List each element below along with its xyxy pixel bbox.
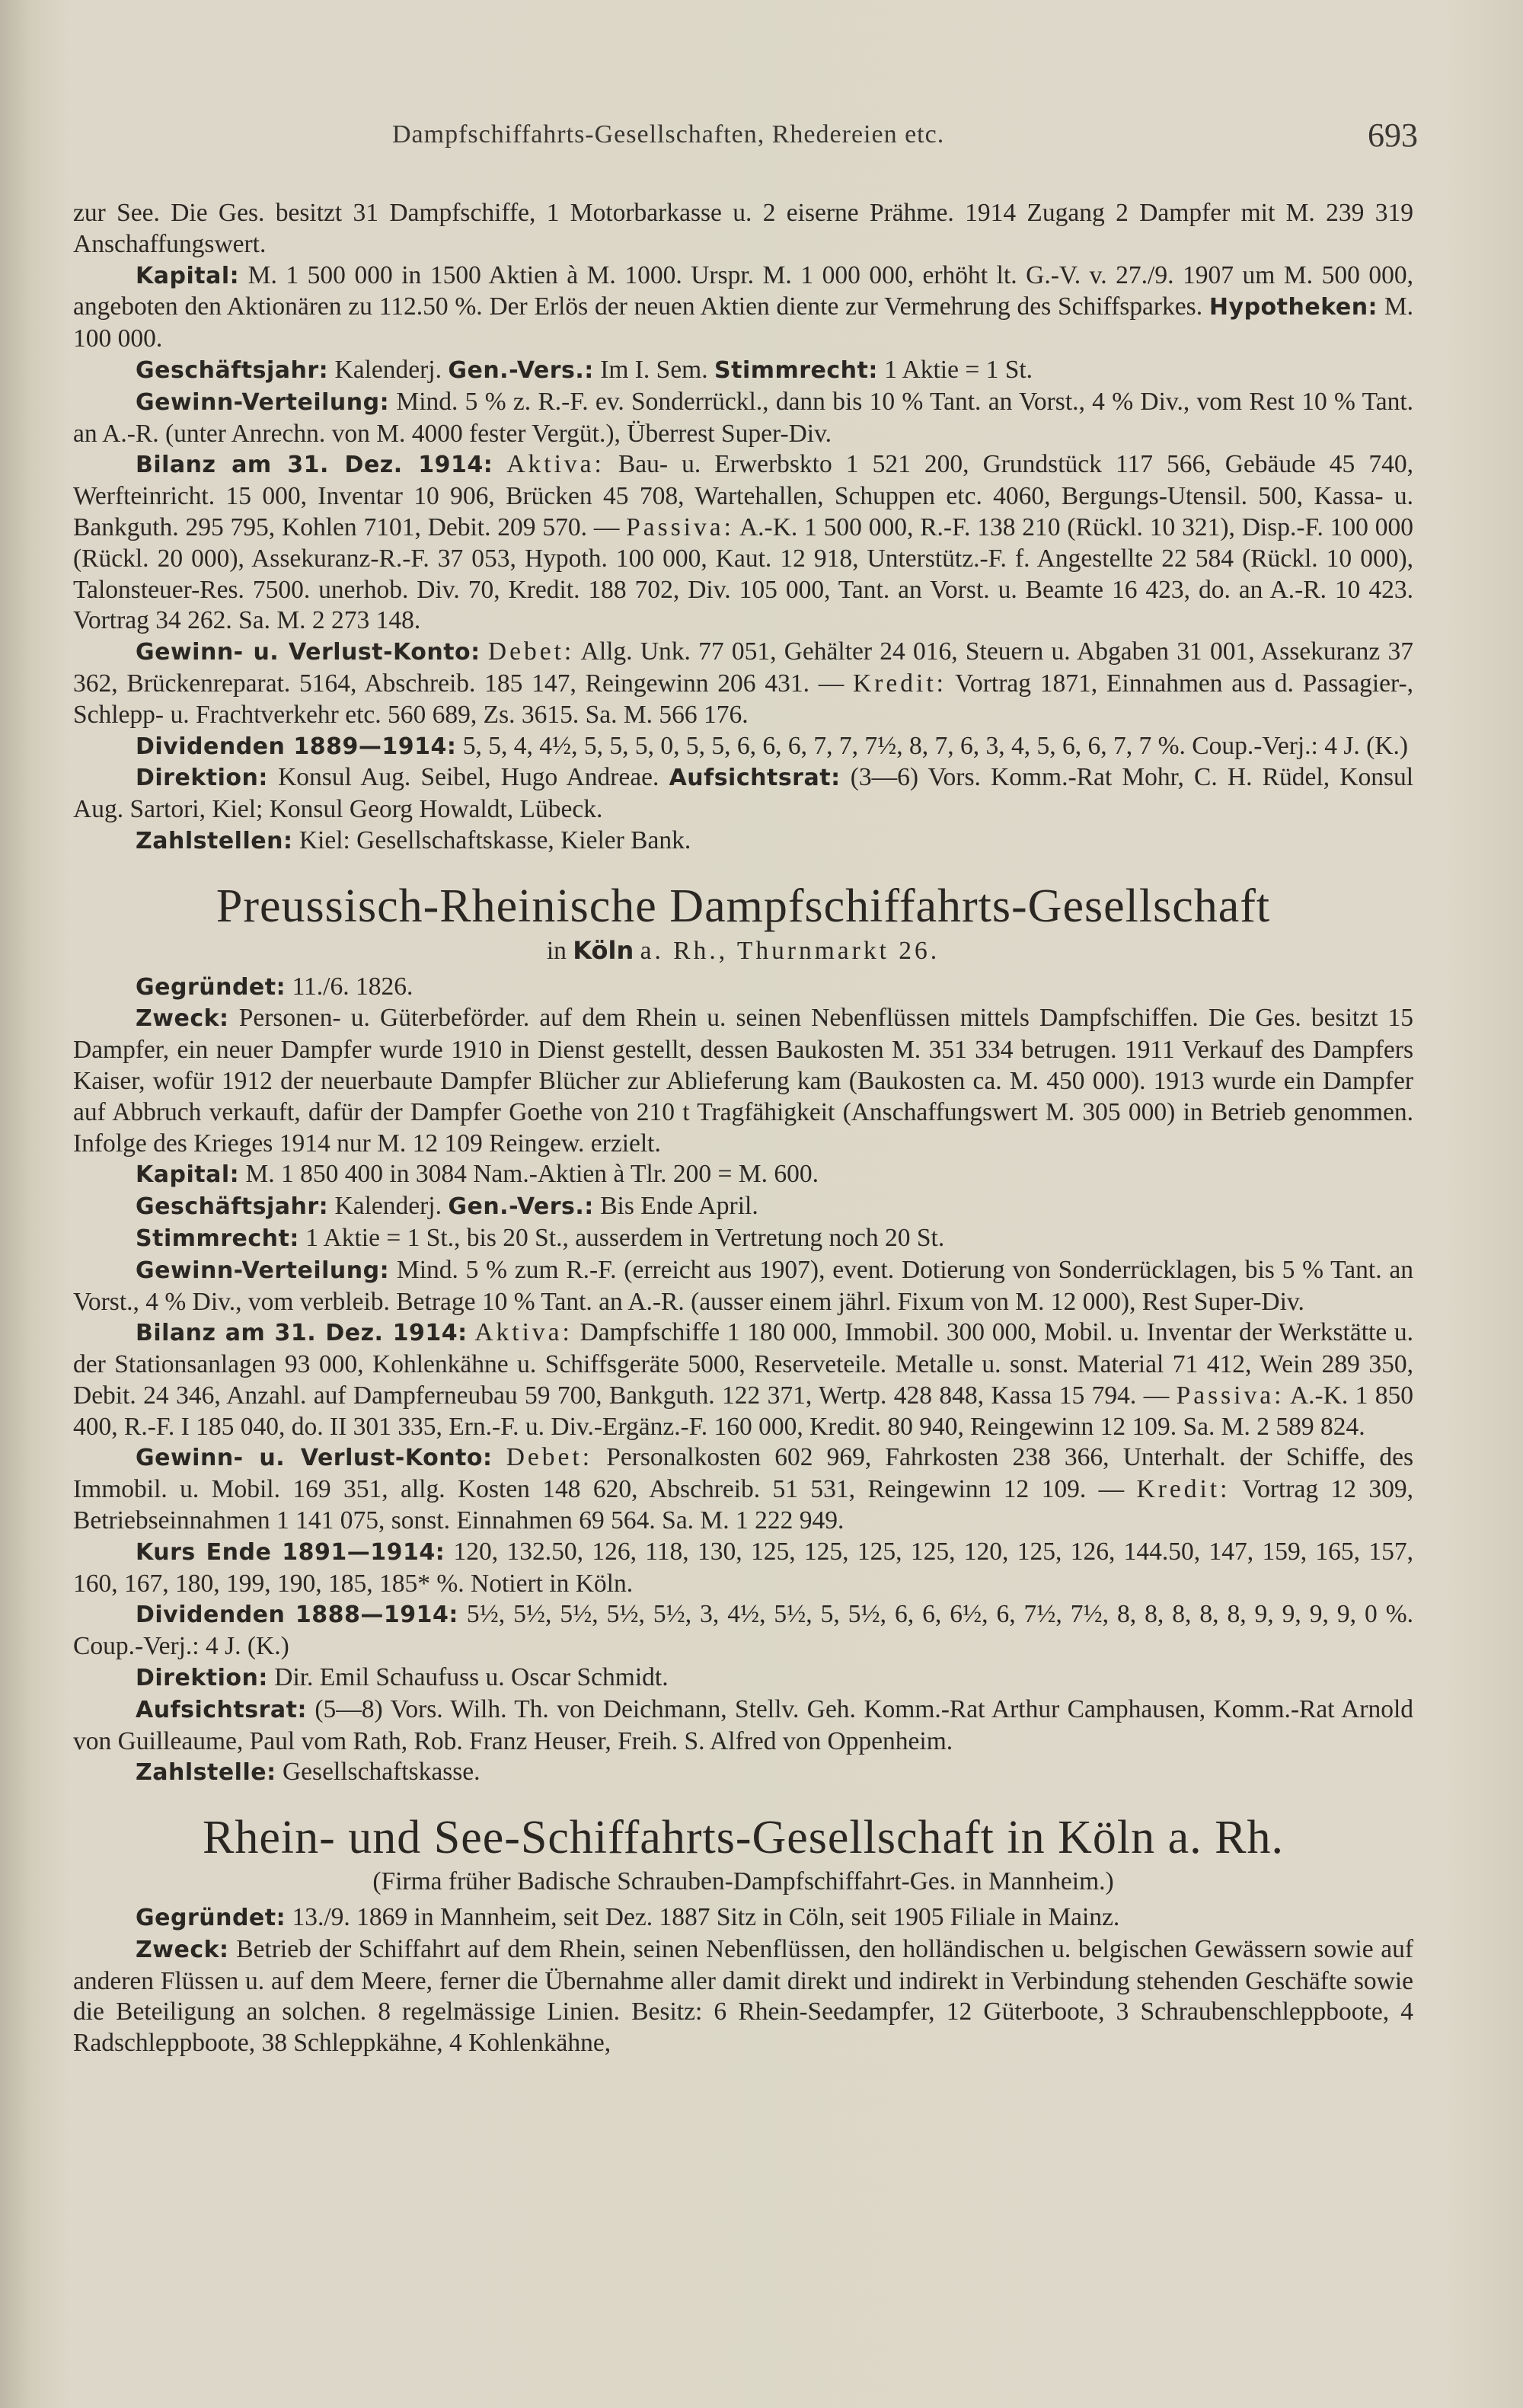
intro-paragraph: [73, 198, 1413, 260]
location-prefix: in: [546, 936, 567, 965]
kredit-word: Kredit:: [853, 669, 947, 698]
hypotheken-text: M. 100 000.: [73, 292, 1414, 353]
s2-geschaeftsjahr-label: Geschäftsjahr:: [136, 1193, 329, 1221]
s2-zahlstelle-text: Gesellschaftskasse.: [282, 1758, 481, 1787]
s2-zahlstelle-label: Zahlstelle:: [136, 1759, 276, 1787]
direktion-paragraph: [73, 762, 1413, 826]
passiva-word: Passiva:: [626, 513, 734, 541]
s3-subtitle: (Firma früher Badische Schrauben-Dampfschiffahrt-Ges. in Mannheim.): [372, 1867, 1114, 1896]
s2-zweck-text: Personen- u. Güterbeförder. auf dem Rhein u. seinen Nebenflüssen mittels Dampfschiffen. Die Ges. besitzt 15 Dampfer, ein neuer Dampfer wurde 1910 in Dienst gestellt, dessen Baukosten M. 351 334 betrugen. 1911 Verkauf des Dampfers Kaiser, wofür 1912 der neuerbaute Dampfer Blücher zur Ablieferung kam (Baukosten ca. M. 450 000). 1913 wurde ein Dampfer auf Abbruch verkauft, dafür der Dampfer Goethe von 210 t Tragfähigkeit (Anschaffungswert M. 305 000) in Betrieb genommen. Infolge des Krieges 1914 nur M. 12 109 Reingew. erzielt.: [73, 1004, 1413, 1158]
s2-kapital-text: M. 1 850 400 in 3084 Nam.-Aktien à Tlr. 200 = M. 600.: [245, 1160, 819, 1189]
guv-paragraph: [73, 637, 1413, 730]
s2-direktion-paragraph: [73, 1662, 1413, 1694]
s2-zweck-label: Zweck:: [136, 1005, 229, 1033]
s2-bilanz-label: Bilanz am 31. Dez. 1914:: [136, 1320, 468, 1347]
dividenden-text: 5, 5, 4, 4½, 5, 5, 5, 0, 5, 5, 6, 6, 6, 7, 7, 7½, 8, 7, 6, 3, 4, 5, 6, 6, 7, 7 %. Coup.-Verj.: 4 J. (K.): [462, 731, 1409, 760]
page-number: 693: [1368, 117, 1418, 154]
s3-zweck-text: Betrieb der Schiffahrt auf dem Rhein, seinen Nebenflüssen, den holländischen u. belgischen Gewässern sowie auf anderen Flüssen u. auf dem Meere, ferner die Übernahme aller damit direkt und indirekt in Verbindung stehenden Geschäfte sowie die Beteiligung an solchen. 8 regelmässige Linien. Besitz: 6 Rhein-Seedampfer, 12 Güterboote, 3 Schraubenschleppboote, 4 Radschleppboote, 38 Schleppkähne, 4 Kohlenkähne,: [73, 1934, 1414, 2058]
s2-passiva-text: A.-K. 1 850 400, R.-F. I 185 040, do. II 301 335, Ern.-F. u. Div.-Ergänz.-F. 160 000, Kredit. 80 940, Reingewinn 12 109. Sa. M. 2 589 824.: [73, 1381, 1414, 1441]
s2-stimmrecht-paragraph: [73, 1223, 1413, 1255]
s3-gegruendet-paragraph: [73, 1902, 1413, 1934]
aktiva-word: Aktiva:: [506, 450, 605, 479]
s2-kurs-label: Kurs Ende 1891—1914:: [136, 1538, 445, 1566]
kapital-paragraph: [73, 260, 1413, 355]
gewinn-paragraph: [73, 387, 1413, 450]
s2-gegruendet-text: 11./6. 1826.: [292, 972, 413, 1001]
s2-kapital-paragraph: [73, 1159, 1413, 1191]
location-suffix: a. Rh., Thurnmarkt 26.: [640, 936, 940, 965]
s2-kapital-label: Kapital:: [136, 1161, 240, 1189]
gewinn-label: Gewinn-Verteilung:: [136, 388, 390, 416]
running-head: Dampfschiffahrts-Gesellschaften, Rhedereien etc.: [392, 120, 945, 149]
s2-aktiva-word: Aktiva:: [474, 1318, 573, 1347]
s3-gegruendet-text: 13./9. 1869 in Mannheim, seit Dez. 1887 Sitz in Cöln, seit 1905 Filiale in Mainz.: [292, 1903, 1120, 1932]
s2-kredit-text: Vortrag 12 309, Betriebseinnahmen 1 141 075, sonst. Einnahmen 69 564. Sa. M. 1 222 949.: [73, 1475, 1413, 1535]
s2-aufsichtsrat-paragraph: [73, 1694, 1413, 1758]
debet-text: Allg. Unk. 77 051, Gehälter 24 016, Steuern u. Abgaben 31 001, Assekuranz 37 362, Brückenreparat. 5164, Abschreib. 185 147, Reingewinn 206 431. —: [73, 637, 1414, 698]
s2-guv-paragraph: [73, 1442, 1413, 1536]
kapital-text: M. 1 500 000 in 1500 Aktien à M. 1000. Urspr. M. 1 000 000, erhöht lt. G.-V. v. 27./9. 1907 um M. 500 000, angeboten den Aktionären zu 112.50 %. Der Erlös der neuen Aktien diente zur Vermehrung des Schiffsparkes.: [73, 260, 1414, 321]
s2-kredit-word: Kredit:: [1136, 1475, 1231, 1504]
s2-zweck-paragraph: [73, 1003, 1413, 1159]
s2-kurs-paragraph: [73, 1537, 1413, 1600]
s2-genvers-label: Gen.-Vers.:: [448, 1193, 594, 1221]
s2-kurs-text: 120, 132.50, 126, 118, 130, 125, 125, 125, 125, 120, 125, 126, 144.50, 147, 159, 165, 157, 160, 167, 180, 199, 190, 185, 185* %. Notiert in Köln.: [73, 1537, 1414, 1598]
s2-dividenden-label: Dividenden 1888—1914:: [136, 1602, 458, 1629]
dividenden-label: Dividenden 1889—1914:: [136, 733, 457, 760]
s2-debet-text: Personalkosten 602 969, Fahrkosten 238 366, Unterhalt. der Schiffe, des Immobil. u. Mobil. 169 351, allg. Kosten 148 620, Abschreib. 51 531, Reingewinn 12 109. —: [73, 1443, 1414, 1504]
geschaeftsjahr-text: Kalenderj.: [334, 355, 442, 384]
direktion-text: Konsul Aug. Seibel, Hugo Andreae.: [278, 763, 659, 792]
aufsichtsrat-label: Aufsichtsrat:: [669, 765, 841, 792]
stimmrecht-label: Stimmrecht:: [714, 356, 878, 384]
s2-guv-label: Gewinn- u. Verlust-Konto:: [136, 1445, 493, 1472]
s3-gegruendet-label: Gegründet:: [136, 1905, 286, 1932]
section-title-rhein-und-see: Rhein- und See-Schiffahrts-Gesellschaft in Köln a. Rh.: [203, 1812, 1284, 1864]
s2-dividenden-text: 5½, 5½, 5½, 5½, 5½, 3, 4½, 5½, 5, 5½, 6, 6, 6½, 6, 7½, 7½, 8, 8, 8, 8, 8, 9, 9, 9, 9, 0 %. Coup.-Verj.: 4 J. (K.): [73, 1600, 1414, 1661]
s2-gewinn-label: Gewinn-Verteilung:: [136, 1257, 390, 1284]
guv-label: Gewinn- u. Verlust-Konto:: [136, 639, 481, 666]
s3-zweck-label: Zweck:: [136, 1936, 229, 1963]
bilanz-paragraph: [73, 449, 1413, 637]
kapital-label: Kapital:: [136, 262, 240, 289]
zahlstellen-paragraph: [73, 826, 1413, 857]
s2-gegruendet-label: Gegründet:: [136, 973, 286, 1001]
geschaeftsjahr-paragraph: [73, 355, 1413, 387]
s2-direktion-text: Dir. Emil Schaufuss u. Oscar Schmidt.: [274, 1663, 669, 1692]
s2-aufsichtsrat-label: Aufsichtsrat:: [136, 1696, 307, 1723]
s2-dividenden-paragraph: [73, 1599, 1413, 1662]
aktiva-text: Bau- u. Erwerbskto 1 521 200, Grundstück 117 566, Gebäude 45 740, Werfteinricht. 15 000, Inventar 10 906, Brücken 45 708, Wartehallen, Schuppen etc. 4060, Bergungs-Utensil. 500, Kassa- u. Bankguth. 295 795, Kohlen 7101, Debit. 209 570. —: [73, 450, 1413, 541]
genvers-text: Im I. Sem.: [600, 355, 708, 384]
s3-zweck-paragraph: [73, 1934, 1413, 2059]
s2-genvers-text: Bis Ende April.: [600, 1192, 758, 1221]
s2-direktion-label: Direktion:: [136, 1665, 268, 1692]
dividenden-paragraph: [73, 731, 1413, 763]
page-body: [73, 198, 1413, 2059]
s2-passiva-word: Passiva:: [1176, 1381, 1285, 1410]
passiva-text: A.-K. 1 500 000, R.-F. 138 210 (Rückl. 10 321), Disp.-F. 100 000 (Rückl. 20 000), Assekuranz-R.-F. 37 053, Hypoth. 100 000, Kaut. 12 918, Unterstütz.-F. f. Angestellte 22 584 (Rückl. 10 000), Talonsteuer-Res. 7500. unerhob. Div. 70, Kredit. 188 702, Div. 105 000, Tant. an Vorst. u. Beamte 16 423, do. an A.-R. 10 423. Vortrag 34 262. Sa. M. 2 273 148.: [73, 513, 1414, 635]
kredit-text: Vortrag 1871, Einnahmen aus d. Passagier-, Schlepp- u. Frachtverkehr etc. 560 689, Zs. 3615. Sa. M. 566 176.: [73, 669, 1414, 729]
s2-geschaeftsjahr-text: Kalenderj.: [334, 1192, 442, 1221]
location-city: Köln: [573, 935, 634, 965]
s2-aufsichtsrat-text: (5—8) Vors. Wilh. Th. von Deichmann, Stellv. Geh. Komm.-Rat Arthur Camphausen, Komm.-Rat Arnold von Guilleaume, Paul vom Rath, Rob. Franz Heuser, Freih. S. Alfred von Oppenheim.: [73, 1694, 1413, 1755]
s2-bilanz-paragraph: [73, 1317, 1413, 1442]
debet-word: Debet:: [487, 637, 575, 666]
s2-stimmrecht-text: 1 Aktie = 1 St., bis 20 St., ausserdem in Vertretung noch 20 St.: [305, 1223, 945, 1252]
stimmrecht-text: 1 Aktie = 1 St.: [884, 355, 1033, 384]
s2-gewinn-text: Mind. 5 % zum R.-F. (erreicht aus 1907), event. Dotierung von Sonderrücklagen, bis 5 % Tant. an Vorst., 4 % Div., vom verbleib. Betrage 10 % Tant. an A.-R. (ausser einem jährl. Fixum von M. 12 000), Rest Super-Div.: [73, 1255, 1413, 1316]
gewinn-text: Mind. 5 % z. R.-F. ev. Sonderrückl., dann bis 10 % Tant. an Vorst., 4 % Div., vom Rest 10 % Tant. an A.-R. (unter Anrechn. von M. 4000 fester Vergüt.), Überrest Super-Div.: [73, 387, 1413, 448]
direktion-label: Direktion:: [136, 765, 268, 792]
s2-debet-word: Debet:: [506, 1443, 593, 1472]
bilanz-label: Bilanz am 31. Dez. 1914:: [136, 452, 493, 479]
aufsichtsrat-text: (3—6) Vors. Komm.-Rat Mohr, C. H. Rüdel, Konsul Aug. Sartori, Kiel; Konsul Georg Howaldt, Lübeck.: [73, 763, 1414, 824]
page-header: [0, 107, 1523, 152]
s2-gewinn-paragraph: [73, 1255, 1413, 1318]
zahlstellen-label: Zahlstellen:: [136, 827, 293, 854]
genvers-label: Gen.-Vers.:: [448, 356, 594, 384]
section-title-preussisch-rheinische: Preussisch-Rheinische Dampfschiffahrts-Gesellschaft: [216, 880, 1271, 932]
s2-zahlstelle-paragraph: [73, 1757, 1413, 1789]
hypotheken-label: Hypotheken:: [1209, 294, 1378, 321]
section2-location: [73, 935, 1413, 967]
s2-aktiva-text: Dampfschiffe 1 180 000, Immobil. 300 000, Mobil. u. Inventar der Werkstätte u. der Stationsanlagen 93 000, Kohlenkähne u. Schiffsgeräte 5000, Reserveteile. Metalle u. sonst. Material 71 412, Wein 289 350, Debit. 24 346, Anzahl. auf Dampferneubau 59 700, Bankguth. 122 371, Wertp. 428 848, Kassa 15 794. —: [73, 1318, 1414, 1410]
s2-stimmrecht-label: Stimmrecht:: [136, 1225, 299, 1252]
s2-geschaeftsjahr-paragraph: [73, 1191, 1413, 1223]
geschaeftsjahr-label: Geschäftsjahr:: [136, 356, 329, 384]
intro-text: zur See. Die Ges. besitzt 31 Dampfschiffe, 1 Motorbarkasse u. 2 eiserne Prähme. 1914 Zugang 2 Dampfer mit M. 239 319 Anschaffungswert.: [73, 199, 1413, 258]
zahlstellen-text: Kiel: Gesellschaftskasse, Kieler Bank.: [299, 826, 691, 854]
s2-gegruendet-paragraph: [73, 972, 1413, 1004]
